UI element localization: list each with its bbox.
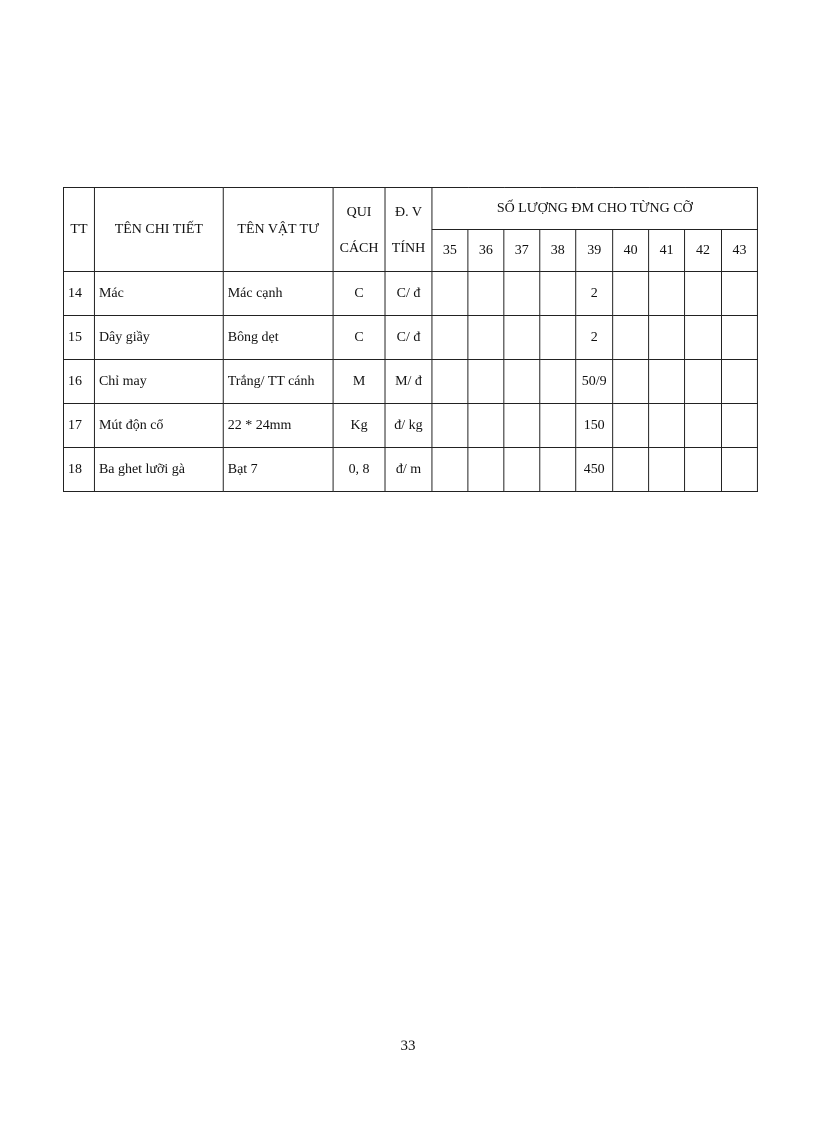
- cell-tt: 15: [63, 316, 94, 360]
- header-ten-vat-tu: TÊN VẬT TƯ: [223, 188, 333, 272]
- cell-size-38: [540, 404, 576, 448]
- cell-ten-vat-tu: Bông dẹt: [223, 316, 333, 360]
- cell-size-35: [432, 404, 468, 448]
- cell-size-38: [540, 316, 576, 360]
- cell-size-40: [613, 448, 649, 492]
- cell-size-41: [649, 272, 685, 316]
- cell-size-39: 450: [576, 448, 613, 492]
- cell-size-42: [685, 360, 722, 404]
- cell-size-39: 50/9: [576, 360, 613, 404]
- cell-qui-cach: 0, 8: [333, 448, 385, 492]
- cell-size-37: [504, 404, 540, 448]
- cell-size-37: [504, 448, 540, 492]
- cell-size-38: [540, 448, 576, 492]
- header-qui-cach: [333, 188, 385, 272]
- cell-size-42: [685, 404, 722, 448]
- header-size-40: 40: [613, 230, 649, 272]
- cell-size-39: 2: [576, 272, 613, 316]
- cell-ten-vat-tu: Mác cạnh: [223, 272, 333, 316]
- cell-size-35: [432, 448, 468, 492]
- cell-size-43: [721, 272, 757, 316]
- cell-size-36: [468, 316, 504, 360]
- table-row: [63, 448, 757, 492]
- header-dv-tinh: [385, 188, 432, 272]
- cell-dv-tinh: đ/ kg: [385, 404, 432, 448]
- header-row-1: [63, 188, 757, 230]
- cell-ten-chi-tiet: Chỉ may: [94, 360, 223, 404]
- table-body: [63, 272, 757, 492]
- header-tt: TT: [63, 188, 94, 272]
- header-ten-chi-tiet: TÊN CHI TIẾT: [94, 188, 223, 272]
- cell-ten-vat-tu: 22 * 24mm: [223, 404, 333, 448]
- cell-size-42: [685, 316, 722, 360]
- cell-size-39: 150: [576, 404, 613, 448]
- cell-size-35: [432, 316, 468, 360]
- cell-size-42: [685, 272, 722, 316]
- cell-size-36: [468, 272, 504, 316]
- cell-size-43: [721, 360, 757, 404]
- cell-ten-chi-tiet: Mác: [94, 272, 223, 316]
- header-size-39: 39: [576, 230, 613, 272]
- cell-qui-cach: M: [333, 360, 385, 404]
- cell-size-40: [613, 404, 649, 448]
- cell-ten-chi-tiet: Ba ghet lưỡi gà: [94, 448, 223, 492]
- cell-qui-cach: Kg: [333, 404, 385, 448]
- cell-size-40: [613, 316, 649, 360]
- header-qui-cach-bottom: CÁCH: [339, 240, 379, 256]
- material-norm-table: [63, 187, 758, 492]
- table-row: [63, 272, 757, 316]
- table-row: [63, 360, 757, 404]
- cell-tt: 14: [63, 272, 94, 316]
- cell-size-36: [468, 448, 504, 492]
- header-dv-tinh-top: Đ. V: [395, 204, 422, 220]
- header-so-luong: SỐ LƯỢNG ĐM CHO TỪNG CỠ: [432, 188, 758, 230]
- cell-size-41: [649, 360, 685, 404]
- table-row: [63, 316, 757, 360]
- cell-size-43: [721, 404, 757, 448]
- header-size-41: 41: [649, 230, 685, 272]
- cell-size-41: [649, 316, 685, 360]
- cell-size-41: [649, 404, 685, 448]
- cell-size-35: [432, 272, 468, 316]
- cell-dv-tinh: đ/ m: [385, 448, 432, 492]
- cell-size-43: [721, 316, 757, 360]
- cell-size-36: [468, 404, 504, 448]
- header-size-36: 36: [468, 230, 504, 272]
- cell-size-38: [540, 272, 576, 316]
- cell-dv-tinh: M/ đ: [385, 360, 432, 404]
- cell-tt: 18: [63, 448, 94, 492]
- header-qui-cach-top: QUI: [346, 204, 372, 220]
- cell-qui-cach: C: [333, 272, 385, 316]
- cell-ten-vat-tu: Bạt 7: [223, 448, 333, 492]
- header-size-42: 42: [685, 230, 722, 272]
- table-row: [63, 404, 757, 448]
- cell-size-43: [721, 448, 757, 492]
- cell-size-40: [613, 272, 649, 316]
- cell-size-40: [613, 360, 649, 404]
- cell-qui-cach: C: [333, 316, 385, 360]
- header-size-43: 43: [721, 230, 757, 272]
- header-size-37: 37: [504, 230, 540, 272]
- cell-ten-chi-tiet: Dây giầy: [94, 316, 223, 360]
- cell-size-42: [685, 448, 722, 492]
- cell-dv-tinh: C/ đ: [385, 316, 432, 360]
- cell-size-37: [504, 360, 540, 404]
- cell-size-39: 2: [576, 316, 613, 360]
- header-size-38: 38: [540, 230, 576, 272]
- header-size-35: 35: [432, 230, 468, 272]
- cell-tt: 17: [63, 404, 94, 448]
- cell-ten-vat-tu: Trắng/ TT cánh: [223, 360, 333, 404]
- cell-tt: 16: [63, 360, 94, 404]
- cell-size-35: [432, 360, 468, 404]
- cell-dv-tinh: C/ đ: [385, 272, 432, 316]
- cell-ten-chi-tiet: Mút độn cổ: [94, 404, 223, 448]
- cell-size-38: [540, 360, 576, 404]
- cell-size-36: [468, 360, 504, 404]
- cell-size-37: [504, 316, 540, 360]
- cell-size-41: [649, 448, 685, 492]
- page-number: 33: [400, 1038, 416, 1054]
- cell-size-37: [504, 272, 540, 316]
- header-dv-tinh-bottom: TÍNH: [391, 240, 426, 256]
